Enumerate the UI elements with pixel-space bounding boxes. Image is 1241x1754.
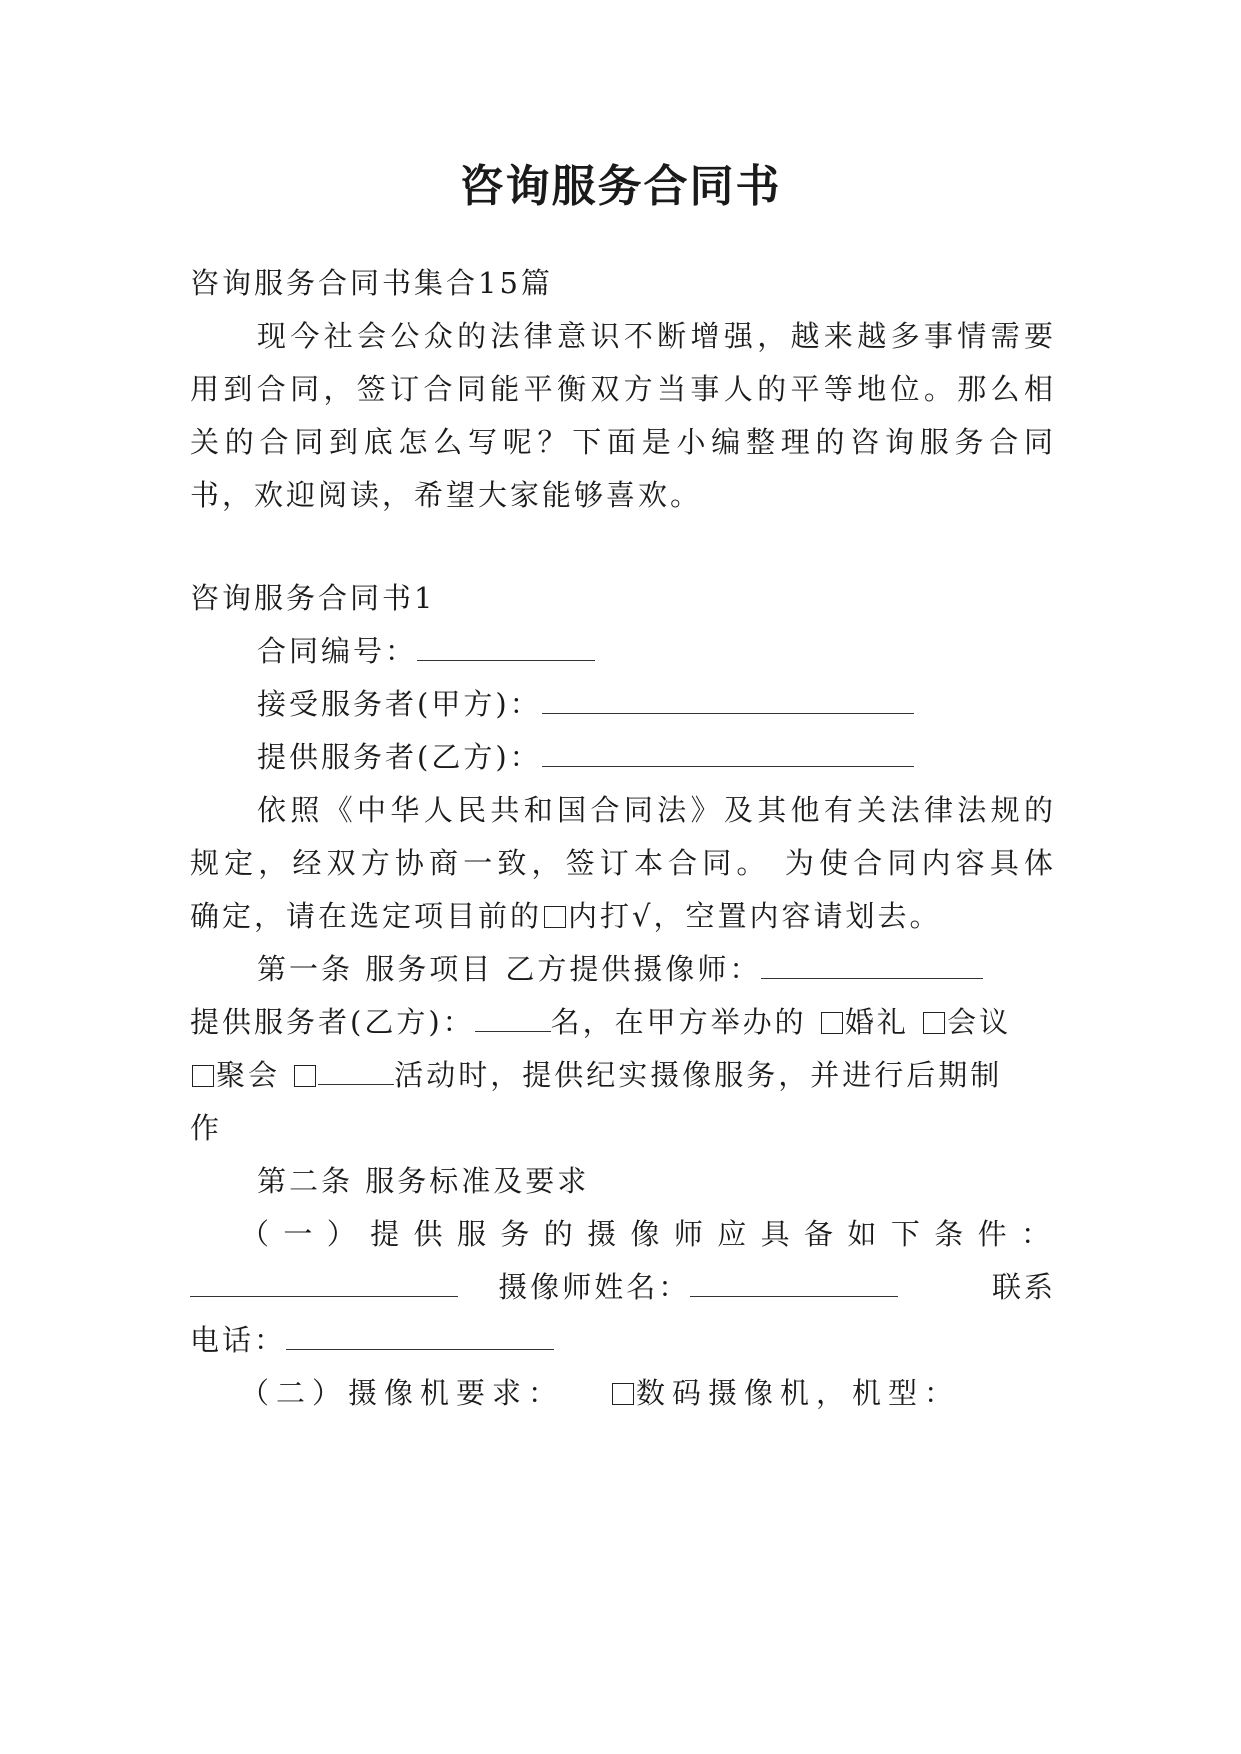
contact-label: 联系	[991, 1270, 1056, 1304]
party-label: 聚会	[216, 1058, 281, 1092]
article-1-line-3	[190, 1055, 1056, 1095]
basis-line-3-b: 内打√，空置内容请划去。	[568, 899, 942, 933]
article-1-line-4: 作	[190, 1111, 223, 1145]
party-checkbox[interactable]	[192, 1065, 214, 1087]
intro-line-1: 现今社会公众的法律意识不断增强，越来越多事情需要	[257, 319, 1056, 353]
article-2-item-1: （一）提供服务的摄像师应具备如下条件：	[240, 1217, 1056, 1251]
meeting-label: 会议	[947, 1005, 1012, 1039]
article-1-heading: 第一条 服务项目 乙方提供摄像师：	[257, 952, 762, 986]
contract-number-blank[interactable]	[417, 634, 595, 661]
phone-label: 电话：	[190, 1323, 287, 1357]
digital-camera-checkbox[interactable]	[612, 1383, 634, 1405]
article-2-item-2	[240, 1373, 1056, 1413]
intro-line-4: 书，欢迎阅读，希望大家能够喜欢。	[190, 478, 703, 512]
party-a-label: 接受服务者(甲方)：	[257, 687, 542, 721]
article-1-line-1	[257, 949, 1056, 989]
party-b-label: 提供服务者(乙方)：	[257, 740, 542, 774]
document-title: 咨询服务合同书	[459, 161, 782, 212]
phone-blank[interactable]	[286, 1323, 554, 1350]
basis-line-3-a: 确定，请在选定项目前的	[190, 899, 543, 933]
contract-number-row	[257, 631, 1056, 671]
wedding-label: 婚礼	[844, 1005, 909, 1039]
digital-camera-label: 数码摄像机，机型：	[636, 1376, 961, 1410]
other-event-blank[interactable]	[318, 1058, 394, 1085]
other-checkbox[interactable]	[294, 1065, 316, 1087]
photographer-name-blank[interactable]	[690, 1270, 898, 1297]
basis-line-2: 规定，经双方协商一致，签订本合同。 为使合同内容具体	[190, 846, 1056, 880]
photographer-name-label: 摄像师姓名：	[498, 1270, 691, 1304]
article-2-line-3	[190, 1320, 1056, 1360]
checkbox-icon	[544, 906, 566, 928]
basis-line-3	[190, 896, 1056, 936]
party-a-row	[257, 684, 1056, 724]
article-2-line-2	[190, 1267, 1056, 1307]
count-blank[interactable]	[475, 1005, 551, 1032]
subtitle: 咨询服务合同书集合15篇	[190, 266, 553, 300]
intro-line-3: 关的合同到底怎么写呢？下面是小编整理的咨询服务合同	[190, 425, 1056, 459]
article-2-title: 第二条 服务标准及要求	[257, 1164, 590, 1198]
meeting-checkbox[interactable]	[923, 1012, 945, 1034]
basis-line-1: 依照《中华人民共和国合同法》及其他有关法律法规的	[257, 793, 1056, 827]
camera-requirement-label: （二）摄像机要求：	[240, 1376, 565, 1410]
intro-line-2: 用到合同，签订合同能平衡双方当事人的平等地位。那么相	[190, 372, 1056, 406]
article-1-text-a: 名，在甲方举办的	[550, 1005, 807, 1039]
photographer-blank[interactable]	[761, 952, 983, 979]
wedding-checkbox[interactable]	[821, 1012, 843, 1034]
contract-number-label: 合同编号：	[257, 634, 418, 668]
party-b-row	[257, 737, 1056, 777]
conditions-blank[interactable]	[190, 1270, 458, 1297]
section-title: 咨询服务合同书1	[190, 581, 436, 615]
party-b-blank[interactable]	[542, 740, 914, 767]
party-a-blank[interactable]	[542, 687, 914, 714]
digital-camera-option	[610, 1373, 960, 1413]
article-1-line-2	[190, 1002, 1056, 1042]
article-1-text-b: 活动时，提供纪实摄像服务，并进行后期制	[394, 1058, 1003, 1092]
article-1-party-b: 提供服务者(乙方)：	[190, 1005, 475, 1039]
